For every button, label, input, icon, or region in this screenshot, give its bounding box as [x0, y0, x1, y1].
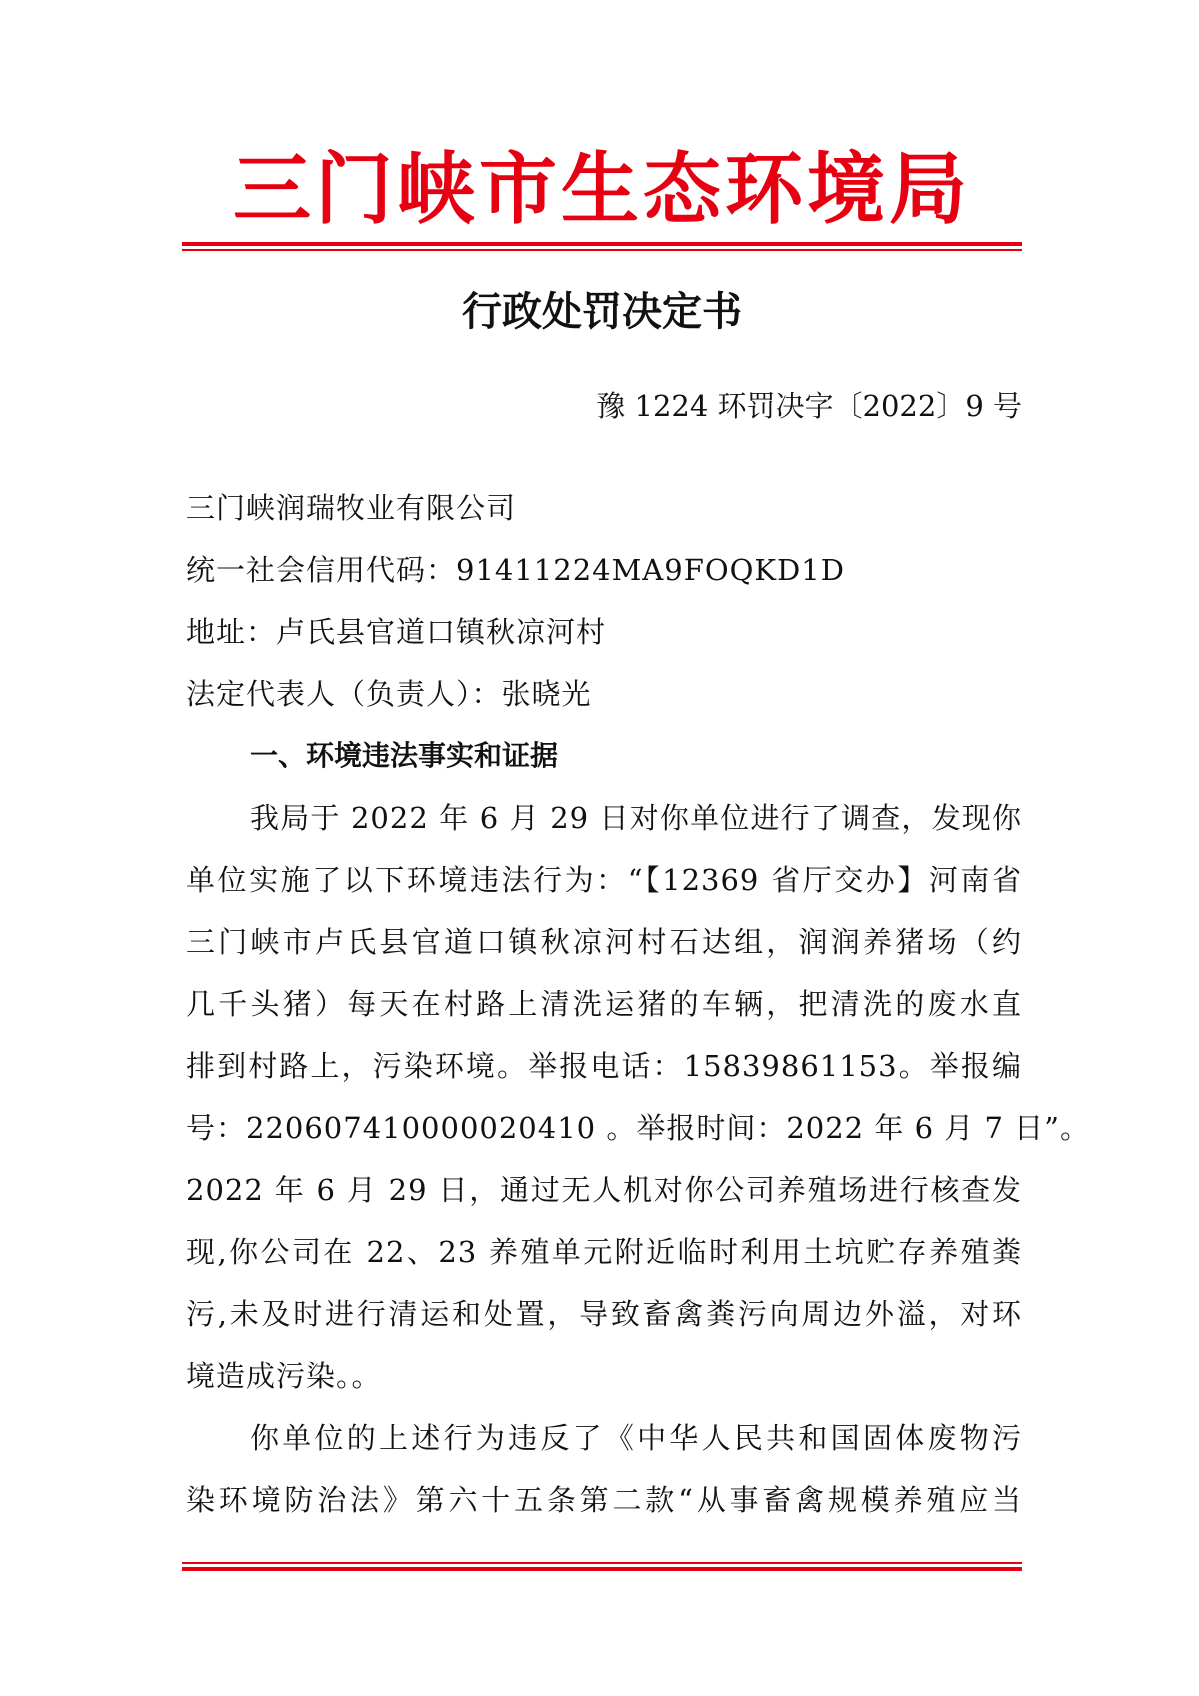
party-address: 地址：卢氏县官道口镇秋凉河村 — [186, 615, 607, 649]
footer-rule-thick — [182, 1567, 1022, 1571]
body-line: 染环境防治法》第六十五条第二款“从事畜禽规模养殖应当 — [186, 1483, 1022, 1517]
credit-code: 统一社会信用代码：91411224MA9FOQKD1D — [186, 553, 845, 587]
body-line: 单位实施了以下环境违法行为：“【12369 省厅交办】河南省 — [186, 863, 1022, 897]
agency-header: 三门峡市生态环境局 — [232, 144, 971, 235]
body-line: 你单位的上述行为违反了《中华人民共和国固体废物污 — [250, 1421, 1022, 1455]
header-rule-thick — [182, 242, 1022, 246]
document-number: 豫 1224 环罚决字〔2022〕9 号 — [596, 389, 1022, 423]
body-line: 三门峡市卢氏县官道口镇秋凉河村石达组，润润养猪场（约 — [186, 925, 1022, 959]
section-heading: 一、环境违法事实和证据 — [250, 739, 559, 772]
document-title: 行政处罚决定书 — [462, 288, 742, 335]
body-line: 污,未及时进行清运和处置，导致畜禽粪污向周边外溢，对环 — [186, 1297, 1022, 1331]
party-name: 三门峡润瑞牧业有限公司 — [186, 491, 517, 525]
body-line: 2022 年 6 月 29 日，通过无人机对你公司养殖场进行核查发 — [186, 1173, 1022, 1207]
body-line: 号：220607410000020410 。举报时间：2022 年 6 月 7 日”。 — [186, 1111, 1090, 1145]
body-line: 排到村路上，污染环境。举报电话：15839861153。举报编 — [186, 1049, 1022, 1083]
header-rule-thin — [182, 249, 1022, 251]
body-line: 现,你公司在 22、23 养殖单元附近临时利用土坑贮存养殖粪 — [186, 1235, 1022, 1269]
legal-representative: 法定代表人（负责人）：张晓光 — [186, 677, 592, 711]
footer-rule-thin — [182, 1562, 1022, 1564]
body-line: 境造成污染。。 — [186, 1359, 382, 1393]
body-line: 几千头猪）每天在村路上清洗运猪的车辆，把清洗的废水直 — [186, 987, 1022, 1021]
body-line: 我局于 2022 年 6 月 29 日对你单位进行了调查，发现你 — [250, 801, 1022, 835]
